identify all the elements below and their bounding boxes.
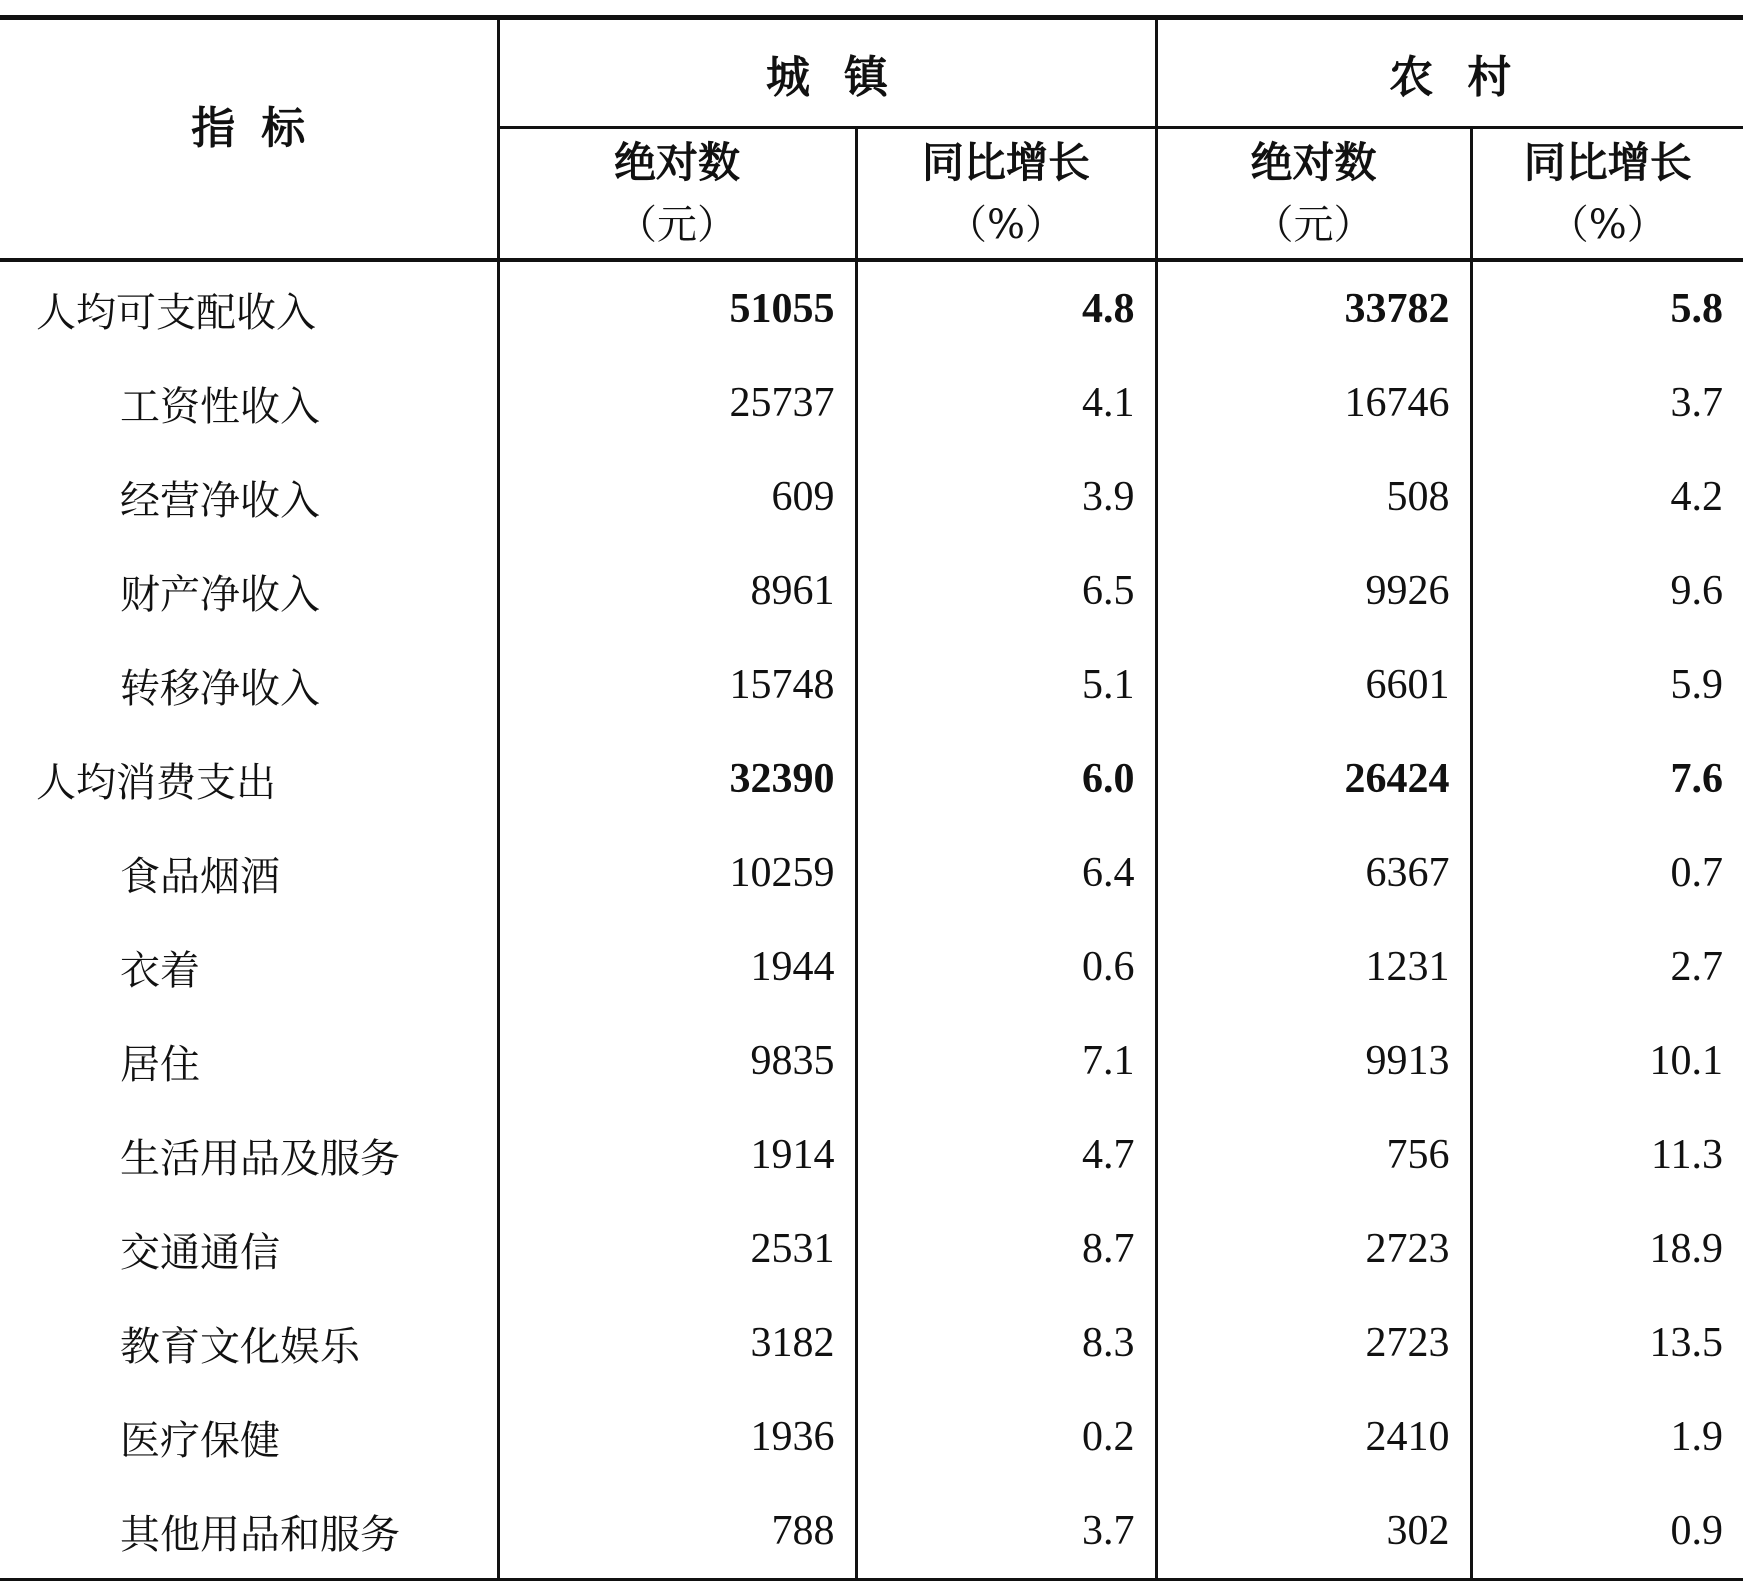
urban-absolute: 9835 (498, 1014, 856, 1108)
absolute-label: 绝对数 (614, 138, 740, 187)
rural-growth: 2.7 (1471, 920, 1743, 1014)
rural-absolute-header (1156, 128, 1471, 261)
rural-absolute: 26424 (1156, 732, 1471, 826)
row-label: 交通通信 (0, 1202, 498, 1296)
urban-absolute: 51055 (498, 260, 856, 356)
row-label: 教育文化娱乐 (0, 1296, 498, 1390)
rural-growth: 5.9 (1471, 638, 1743, 732)
urban-growth: 6.0 (856, 732, 1156, 826)
rural-absolute: 508 (1156, 450, 1471, 544)
urban-growth: 4.7 (856, 1108, 1156, 1202)
table-row (0, 1296, 1743, 1390)
row-label: 人均消费支出 (0, 732, 498, 826)
urban-absolute: 1936 (498, 1390, 856, 1484)
urban-absolute: 8961 (498, 544, 856, 638)
growth-unit: （%） (1473, 194, 1743, 256)
indicator-header: 指标 (0, 18, 498, 261)
table-row (0, 638, 1743, 732)
rural-absolute: 9913 (1156, 1014, 1471, 1108)
table-row (0, 920, 1743, 1014)
urban-growth: 5.1 (856, 638, 1156, 732)
absolute-label: 绝对数 (1250, 138, 1376, 187)
rural-absolute: 756 (1156, 1108, 1471, 1202)
urban-absolute: 10259 (498, 826, 856, 920)
rural-header: 农村 (1156, 18, 1743, 128)
rural-growth: 9.6 (1471, 544, 1743, 638)
urban-absolute: 32390 (498, 732, 856, 826)
growth-unit: （%） (858, 194, 1155, 256)
urban-absolute: 2531 (498, 1202, 856, 1296)
rural-growth: 1.9 (1471, 1390, 1743, 1484)
rural-growth: 11.3 (1471, 1108, 1743, 1202)
income-expenditure-table (0, 15, 1743, 1581)
growth-label: 同比增长 (922, 138, 1090, 187)
table-row (0, 1202, 1743, 1296)
table-row (0, 1014, 1743, 1108)
urban-absolute: 1944 (498, 920, 856, 1014)
absolute-unit: （元） (1158, 194, 1470, 256)
row-label: 工资性收入 (0, 356, 498, 450)
row-label: 经营净收入 (0, 450, 498, 544)
rural-absolute: 302 (1156, 1484, 1471, 1580)
urban-absolute: 3182 (498, 1296, 856, 1390)
row-label: 食品烟酒 (0, 826, 498, 920)
urban-absolute-header (498, 128, 856, 261)
row-label: 财产净收入 (0, 544, 498, 638)
row-label: 生活用品及服务 (0, 1108, 498, 1202)
row-label: 医疗保健 (0, 1390, 498, 1484)
rural-absolute: 2723 (1156, 1202, 1471, 1296)
urban-growth: 8.3 (856, 1296, 1156, 1390)
urban-absolute: 609 (498, 450, 856, 544)
rural-absolute: 9926 (1156, 544, 1471, 638)
growth-label: 同比增长 (1524, 138, 1692, 187)
row-label: 其他用品和服务 (0, 1484, 498, 1580)
rural-absolute: 6601 (1156, 638, 1471, 732)
rural-growth: 5.8 (1471, 260, 1743, 356)
table-header (0, 18, 1743, 261)
urban-growth: 7.1 (856, 1014, 1156, 1108)
row-label: 居住 (0, 1014, 498, 1108)
table-row (0, 1484, 1743, 1580)
urban-growth: 4.8 (856, 260, 1156, 356)
rural-growth: 7.6 (1471, 732, 1743, 826)
table-row (0, 544, 1743, 638)
urban-growth: 8.7 (856, 1202, 1156, 1296)
rural-absolute: 1231 (1156, 920, 1471, 1014)
row-label: 衣着 (0, 920, 498, 1014)
urban-header: 城镇 (498, 18, 1156, 128)
rural-absolute: 33782 (1156, 260, 1471, 356)
table-row (0, 260, 1743, 356)
urban-absolute: 15748 (498, 638, 856, 732)
table-row (0, 1108, 1743, 1202)
urban-growth: 0.2 (856, 1390, 1156, 1484)
rural-growth: 0.7 (1471, 826, 1743, 920)
rural-growth: 0.9 (1471, 1484, 1743, 1580)
rural-growth-header (1471, 128, 1743, 261)
table-body (0, 260, 1743, 1580)
urban-growth: 3.7 (856, 1484, 1156, 1580)
urban-growth: 6.4 (856, 826, 1156, 920)
rural-growth: 10.1 (1471, 1014, 1743, 1108)
row-label: 人均可支配收入 (0, 260, 498, 356)
table-row (0, 450, 1743, 544)
rural-growth: 13.5 (1471, 1296, 1743, 1390)
urban-absolute: 25737 (498, 356, 856, 450)
table-row (0, 826, 1743, 920)
table-row (0, 1390, 1743, 1484)
absolute-unit: （元） (500, 194, 855, 256)
urban-growth: 3.9 (856, 450, 1156, 544)
rural-absolute: 6367 (1156, 826, 1471, 920)
urban-growth: 4.1 (856, 356, 1156, 450)
table-row (0, 732, 1743, 826)
urban-absolute: 788 (498, 1484, 856, 1580)
urban-growth-header (856, 128, 1156, 261)
row-label: 转移净收入 (0, 638, 498, 732)
rural-growth: 4.2 (1471, 450, 1743, 544)
urban-absolute: 1914 (498, 1108, 856, 1202)
rural-absolute: 16746 (1156, 356, 1471, 450)
rural-growth: 3.7 (1471, 356, 1743, 450)
urban-growth: 0.6 (856, 920, 1156, 1014)
table-row (0, 356, 1743, 450)
rural-absolute: 2410 (1156, 1390, 1471, 1484)
rural-absolute: 2723 (1156, 1296, 1471, 1390)
rural-growth: 18.9 (1471, 1202, 1743, 1296)
urban-growth: 6.5 (856, 544, 1156, 638)
